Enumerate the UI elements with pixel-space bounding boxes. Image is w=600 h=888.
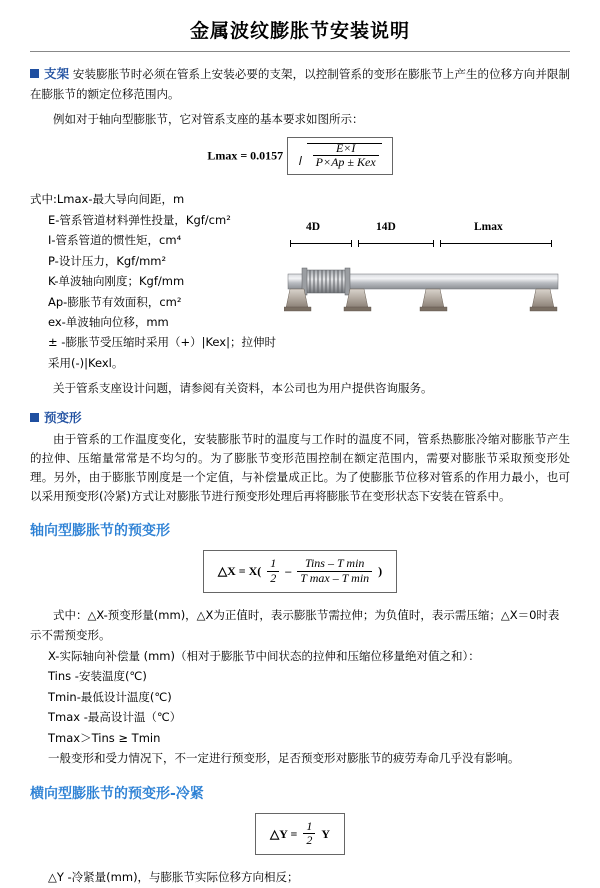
legend-list bbox=[30, 189, 278, 373]
legend-item: P-设计压力，Kgf/mm² bbox=[48, 253, 167, 268]
square-bullet-icon bbox=[30, 69, 39, 78]
support-paragraph-1 bbox=[30, 64, 570, 104]
axial-note: Tmin-最低设计温度(℃) bbox=[48, 689, 172, 704]
lmax-formula-box bbox=[287, 137, 393, 176]
pipe-assembly-diagram bbox=[284, 250, 562, 326]
axial-note: X-实际轴向补偿量 (mm)（相对于膨胀节中间状态的拉伸和压缩位移量绝对值之和）： bbox=[48, 648, 480, 663]
axial-formula-box bbox=[203, 550, 397, 593]
axial-predeform-heading: 轴向型膨胀节的预变形 bbox=[30, 523, 170, 540]
lateral-half-numerator: 1 bbox=[303, 820, 315, 835]
legend-column bbox=[30, 185, 278, 379]
axial-temp-denominator: T max – T min bbox=[300, 571, 370, 586]
legend-item: I-管系管道的惯性矩，cm⁴ bbox=[48, 233, 182, 248]
legend-figure-row bbox=[30, 185, 570, 379]
figure-column bbox=[284, 185, 570, 331]
predeform-heading bbox=[30, 408, 570, 426]
axial-temp-fraction bbox=[294, 557, 375, 586]
support-heading: 支架 bbox=[30, 66, 69, 81]
support-closing-paragraph: 关于管系支座设计问题，请参阅有关资料，本公司也为用户提供咨询服务。 bbox=[53, 381, 433, 396]
axial-note: 式中：△X-预变形量(mm)，△X为正值时，表示膨胀节需拉伸；为负值时，表示需压缩；△X＝0时表示不需预变形。 bbox=[30, 607, 560, 643]
figure-labels bbox=[284, 221, 564, 237]
sqrt-icon bbox=[298, 142, 382, 171]
axial-formula-lhs: △X = X( bbox=[217, 564, 262, 579]
legend-intro: 式中:Lmax-最大导向间距，m bbox=[30, 192, 185, 207]
lmax-formula-lhs: Lmax = 0.0157 bbox=[207, 148, 284, 163]
axial-formula-minus: – bbox=[285, 564, 292, 579]
lateral-note: △Y -冷紧量(mm)，与膨胀节实际位移方向相反； bbox=[48, 870, 299, 885]
axial-note: Tmax＞Tins ≥ Tmin bbox=[48, 730, 161, 745]
legend-item: K-单波轴向刚度；Kgf/mm bbox=[48, 274, 185, 289]
legend-item: ± -膨胀节受压缩时采用（+）|Kex|；拉伸时采用(-)|Kexl。 bbox=[48, 335, 276, 370]
page-title: 金属波纹膨胀节安装说明 bbox=[189, 20, 410, 42]
document-body bbox=[0, 64, 600, 888]
lateral-formula-box bbox=[255, 813, 345, 856]
dim-4d bbox=[290, 243, 352, 244]
square-bullet-icon bbox=[30, 413, 39, 422]
axial-notes bbox=[30, 605, 570, 769]
axial-temp-numerator: Tins – T min bbox=[297, 557, 372, 572]
support-paragraph-2: 例如对于轴向型膨胀节，它对管系支座的基本要求如图所示： bbox=[53, 111, 364, 126]
axial-note: Tins -安装温度(℃) bbox=[48, 669, 147, 684]
axial-half-fraction bbox=[264, 557, 282, 586]
legend-item: Ap-膨胀节有效面积，cm² bbox=[48, 294, 182, 309]
figure-label-lmax: Lmax bbox=[474, 221, 503, 234]
title-divider bbox=[30, 51, 570, 52]
axial-formula-rhs: ) bbox=[378, 564, 383, 579]
axial-half-numerator: 1 bbox=[267, 557, 279, 572]
figure-dimension-lines bbox=[284, 238, 564, 250]
lateral-half-fraction bbox=[300, 820, 318, 849]
document-page bbox=[0, 16, 600, 885]
lateral-predeform-heading: 横向型膨胀节的预变形-冷紧 bbox=[30, 785, 204, 802]
lmax-numerator: E×I bbox=[313, 142, 379, 157]
lmax-formula bbox=[30, 137, 570, 176]
pipe-support-figure bbox=[284, 221, 564, 331]
lateral-formula bbox=[30, 813, 570, 856]
figure-label-4d: 4D bbox=[306, 221, 321, 234]
predeform-paragraph: 由于管系的工作温度变化，安装膨胀节时的温度与工作时的温度不同，管系热膨胀冷缩对膨胀节产生的拉伸、压缩量常常是不均匀的。为了膨胀节变形范围控制在额定范围内，需要对膨胀节采取预变形处理。另外，由于膨胀节刚度是一个定值，与补偿量成正比。为了使膨胀节位移对管系的作用力最小，也可以采用预变形(冷紧)方式让对膨胀节进行预变形处理后再将膨胀节在变形状态下安装在管系中。 bbox=[30, 432, 570, 504]
lmax-denominator: P×Ap ± Kex bbox=[315, 155, 376, 170]
lateral-half-denominator: 2 bbox=[306, 833, 313, 848]
axial-note: 一般变形和受力情况下，不一定进行预变形，足否预变形对膨胀节的疲劳寿命几乎没有影响。 bbox=[48, 751, 520, 766]
predeform-heading-label: 预变形 bbox=[44, 410, 82, 426]
legend-item: ex-单波轴向位移，mm bbox=[48, 314, 169, 329]
lateral-formula-rhs: Y bbox=[321, 826, 330, 841]
lateral-formula-lhs: △Y = bbox=[270, 826, 298, 841]
legend-item: E-管系管道材料弹性投量，Kgf/cm² bbox=[48, 212, 231, 227]
axial-note: Tmax -最高设计温（℃） bbox=[48, 710, 182, 725]
axial-half-denominator: 2 bbox=[270, 571, 277, 586]
lmax-fraction bbox=[310, 142, 382, 171]
dim-lmax bbox=[440, 243, 552, 244]
axial-formula bbox=[30, 550, 570, 593]
figure-label-14d: 14D bbox=[376, 221, 396, 234]
dim-14d bbox=[358, 243, 434, 244]
support-paragraph-1-text: 安装膨胀节时必须在管系上安装必要的支架，以控制管系的变形在膨胀节上产生的位移方向并限制在膨胀节的额定位移范围内。 bbox=[30, 67, 570, 101]
